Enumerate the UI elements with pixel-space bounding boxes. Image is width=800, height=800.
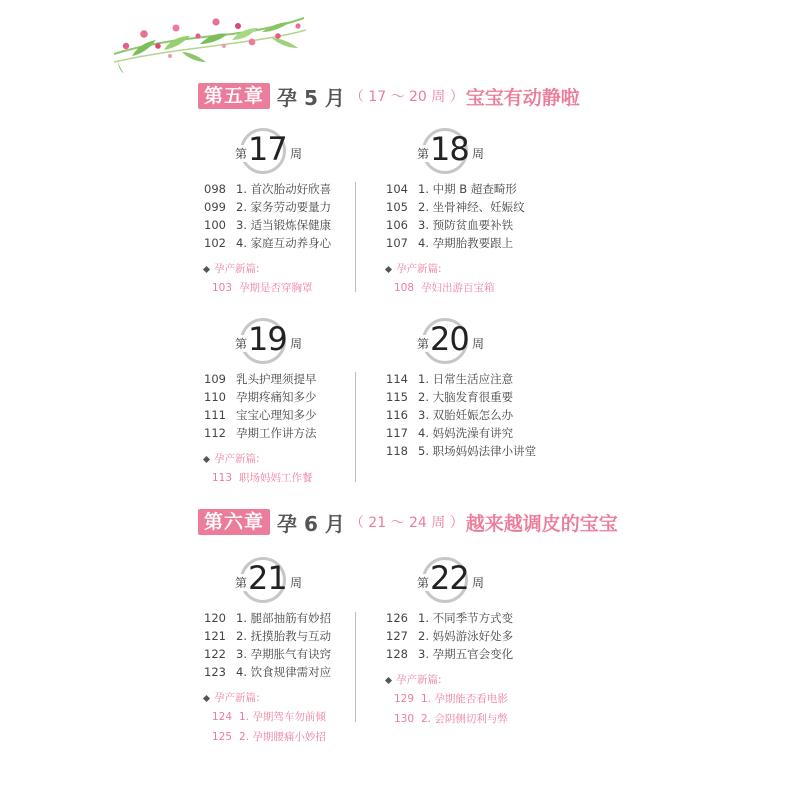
column-divider	[355, 612, 356, 722]
page-number: 114	[386, 372, 408, 386]
entry-title: 宝宝心理知多少	[236, 408, 317, 422]
topic-list	[386, 180, 526, 252]
diamond-bullet-icon	[203, 455, 210, 462]
entry-title: 孕期疼痛知多少	[236, 390, 317, 404]
week-suffix: 周	[472, 337, 485, 351]
chapter-range: （ 21 ～ 24 周 ）	[349, 515, 464, 531]
week-suffix: 周	[472, 147, 485, 161]
toc-entry[interactable]	[386, 234, 526, 252]
entry-title: 1. 日常生活应注意	[418, 372, 514, 386]
week-badge	[386, 557, 526, 603]
new-entry[interactable]	[386, 689, 526, 709]
week-prefix: 第	[235, 576, 248, 590]
toc-entry[interactable]	[204, 645, 344, 663]
column-divider	[355, 182, 356, 292]
week-prefix: 第	[417, 147, 430, 161]
week-block	[386, 318, 536, 460]
entry-title: 1. 不同季节方式变	[418, 611, 514, 625]
week-number: 21	[248, 559, 287, 597]
entry-title: 2. 家务劳动要量力	[236, 200, 332, 214]
diamond-bullet-icon	[385, 676, 392, 683]
week-block	[386, 557, 526, 729]
toc-entry[interactable]	[386, 442, 536, 460]
entry-title: 孕妇出游百宝箱	[421, 282, 495, 294]
page-number: 110	[204, 390, 226, 404]
topic-list	[204, 180, 344, 252]
toc-entry[interactable]	[204, 406, 344, 424]
toc-entry[interactable]	[204, 198, 344, 216]
toc-entry[interactable]	[386, 216, 526, 234]
entry-title: 3. 适当锻炼保健康	[236, 218, 332, 232]
chapter-tag: 第六章	[198, 509, 270, 535]
column-divider	[355, 372, 356, 482]
entry-title: 2. 抚摸胎教与互动	[236, 629, 332, 643]
entry-title: 乳头护理须提早	[236, 372, 317, 386]
week-suffix: 周	[290, 147, 303, 161]
toc-entry[interactable]	[386, 627, 526, 645]
toc-entry[interactable]	[386, 180, 526, 198]
entry-title: 孕期是否穿胸罩	[239, 282, 313, 294]
chapter-subtitle: 宝宝有动静啦	[465, 86, 580, 109]
new-section-label	[386, 671, 526, 689]
toc-entry[interactable]	[204, 609, 344, 627]
page-number: 120	[204, 611, 226, 625]
entry-title: 3. 预防贫血要补铁	[418, 218, 514, 232]
week-prefix: 第	[417, 576, 430, 590]
toc-entry[interactable]	[386, 424, 536, 442]
page-number: 108	[394, 282, 415, 294]
week-suffix: 周	[290, 337, 303, 351]
topic-list	[386, 609, 526, 663]
toc-entry[interactable]	[204, 388, 344, 406]
chapter-month: 孕 6 月	[277, 511, 345, 536]
chapter-header	[198, 508, 618, 536]
entry-title: 3. 双胎妊娠怎么办	[418, 408, 514, 422]
new-section-text: 孕产新篇:	[214, 263, 260, 275]
week-prefix: 第	[417, 337, 430, 351]
week-badge	[386, 318, 526, 364]
new-section-label	[204, 450, 344, 468]
entry-title: 1. 中期 B 超查畸形	[418, 182, 517, 196]
page-number: 125	[212, 731, 233, 743]
toc-entry[interactable]	[386, 609, 526, 627]
page-number: 127	[386, 629, 408, 643]
entry-title: 4. 饮食规律需对应	[236, 665, 332, 679]
toc-entry[interactable]	[204, 424, 344, 442]
entry-title: 2. 会阴侧切利与弊	[421, 713, 508, 725]
chapter-month: 孕 5 月	[277, 85, 345, 110]
entry-title: 4. 家庭互动养身心	[236, 236, 332, 250]
entry-title: 2. 妈妈游泳好处多	[418, 629, 514, 643]
new-section-text: 孕产新篇:	[214, 692, 260, 704]
entry-title: 2. 孕期腰痛小妙招	[239, 731, 326, 743]
toc-entry[interactable]	[204, 180, 344, 198]
toc-entry[interactable]	[386, 388, 536, 406]
chapter-subtitle: 越来越调皮的宝宝	[465, 512, 618, 535]
week-number: 20	[430, 320, 469, 358]
entry-title: 孕期工作讲方法	[236, 426, 317, 440]
entry-title: 1. 腿部抽筋有妙招	[236, 611, 332, 625]
page-number: 104	[386, 182, 408, 196]
new-entry[interactable]	[386, 709, 526, 729]
week-badge	[204, 128, 344, 174]
toc-entry[interactable]	[204, 216, 344, 234]
entry-title: 4. 妈妈洗澡有讲究	[418, 426, 514, 440]
diamond-bullet-icon	[385, 265, 392, 272]
new-section-label	[204, 689, 344, 707]
week-badge	[204, 318, 344, 364]
entry-title: 5. 职场妈妈法律小讲堂	[418, 444, 537, 458]
floral-decoration	[112, 12, 307, 74]
page-number: 107	[386, 236, 408, 250]
toc-entry[interactable]	[386, 645, 526, 663]
toc-entry[interactable]	[204, 370, 344, 388]
new-section-text: 孕产新篇:	[396, 674, 442, 686]
page-number: 124	[212, 711, 233, 723]
diamond-bullet-icon	[203, 694, 210, 701]
page-number: 105	[386, 200, 408, 214]
new-section-text: 孕产新篇:	[214, 453, 260, 465]
page-number: 128	[386, 647, 408, 661]
entry-title: 职场妈妈工作餐	[239, 472, 313, 484]
toc-entry[interactable]	[204, 234, 344, 252]
chapter-range: （ 17 ～ 20 周 ）	[349, 89, 464, 105]
week-number: 17	[248, 130, 287, 168]
entry-title: 4. 孕期胎教要跟上	[418, 236, 514, 250]
page-number: 115	[386, 390, 408, 404]
page-number: 098	[204, 182, 226, 196]
toc-entry[interactable]	[386, 370, 536, 388]
entry-title: 2. 大脑发育很重要	[418, 390, 514, 404]
topic-list	[386, 370, 536, 460]
entry-title: 2. 坐骨神经、妊娠纹	[418, 200, 525, 214]
week-block	[204, 318, 344, 488]
page-number: 118	[386, 444, 408, 458]
diamond-bullet-icon	[203, 265, 210, 272]
new-entry[interactable]	[204, 278, 344, 298]
page-number: 109	[204, 372, 226, 386]
page-number: 099	[204, 200, 226, 214]
page-number: 129	[394, 693, 415, 705]
chapter-header	[198, 82, 580, 110]
page-number: 130	[394, 713, 415, 725]
topic-list	[204, 370, 344, 442]
toc-entry[interactable]	[386, 198, 526, 216]
topic-list	[204, 609, 344, 681]
toc-entry[interactable]	[204, 627, 344, 645]
page-number: 111	[204, 408, 226, 422]
week-block	[386, 128, 526, 298]
page-number: 103	[212, 282, 233, 294]
page-number: 112	[204, 426, 226, 440]
page-number: 106	[386, 218, 408, 232]
week-suffix: 周	[290, 576, 303, 590]
chapter-tag: 第五章	[198, 83, 270, 109]
week-number: 18	[430, 130, 469, 168]
week-suffix: 周	[472, 576, 485, 590]
page-number: 122	[204, 647, 226, 661]
week-prefix: 第	[235, 337, 248, 351]
entry-title: 1. 孕期能否看电影	[421, 693, 508, 705]
new-section-label	[386, 260, 526, 278]
page-number: 113	[212, 472, 233, 484]
week-badge	[204, 557, 344, 603]
new-section-text: 孕产新篇:	[396, 263, 442, 275]
page-number: 126	[386, 611, 408, 625]
week-prefix: 第	[235, 147, 248, 161]
page-number: 116	[386, 408, 408, 422]
entry-title: 1. 首次胎动好欣喜	[236, 182, 332, 196]
new-entry[interactable]	[204, 707, 344, 727]
entry-title: 3. 孕期胀气有诀窍	[236, 647, 332, 661]
new-entry[interactable]	[204, 468, 344, 488]
page-number: 121	[204, 629, 226, 643]
new-entry[interactable]	[204, 727, 344, 747]
new-section-label	[204, 260, 344, 278]
week-block	[204, 557, 344, 747]
page-number: 123	[204, 665, 226, 679]
entry-title: 1. 孕期驾车勿前倾	[239, 711, 326, 723]
week-number: 22	[430, 559, 469, 597]
week-badge	[386, 128, 526, 174]
new-entry[interactable]	[386, 278, 526, 298]
week-number: 19	[248, 320, 287, 358]
week-block	[204, 128, 344, 298]
toc-entry[interactable]	[386, 406, 536, 424]
page-number: 117	[386, 426, 408, 440]
toc-entry[interactable]	[204, 663, 344, 681]
page-number: 100	[204, 218, 226, 232]
page-number: 102	[204, 236, 226, 250]
entry-title: 3. 孕期五官会变化	[418, 647, 514, 661]
